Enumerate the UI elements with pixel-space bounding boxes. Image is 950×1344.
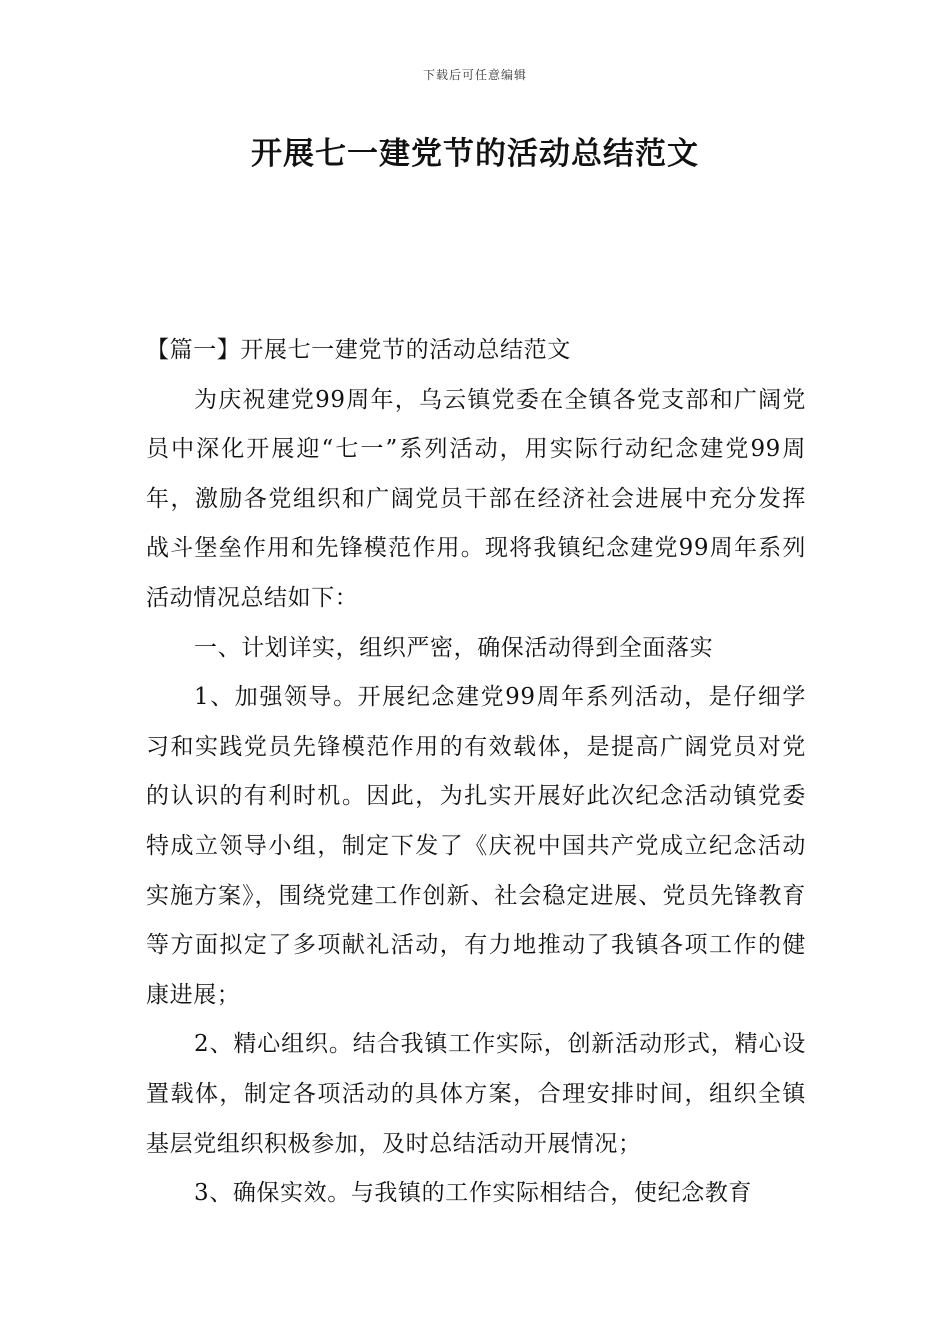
paragraph-item-1: 1、加强领导。开展纪念建党99周年系列活动，是仔细学习和实践党员先锋模范作用的有效载体，是提高广阔党员对党的认识的有利时机。因此，为扎实开展好此次纪念活动镇党委特成立领导小组，制定下发了《庆祝中国共产党成立纪念活动实施方案》，围绕党建工作创新、社会稳定进展、党员先锋教育等方面拟定了多项献礼活动，有力地推动了我镇各项工作的健康进展；: [146, 684, 806, 1008]
paragraph-section-one-heading: 一、计划详实，组织严密，确保活动得到全面落实: [194, 634, 714, 661]
document-body: [146, 326, 806, 1219]
paragraph-item-2: 2、精心组织。结合我镇工作实际，创新活动形式，精心设置载体，制定各项活动的具体方案，合理安排时间，组织全镇基层党组织积极参加，及时总结活动开展情况；: [146, 1031, 806, 1157]
header-note: 下载后可任意编辑: [422, 68, 527, 82]
document-title: 开展七一建党节的活动总结范文: [251, 136, 699, 172]
section-heading: 【篇一】开展七一建党节的活动总结范文: [146, 337, 571, 363]
paragraph-intro: 为庆祝建党99周年，乌云镇党委在全镇各党支部和广阔党员中深化开展迎“七一”系列活动，用实际行动纪念建党99周年，激励各党组织和广阔党员干部在经济社会进展中充分发挥战斗堡垒作用和先锋模范作用。现将我镇纪念建党99周年系列活动情况总结如下：: [146, 386, 806, 611]
paragraph-item-3: 3、确保实效。与我镇的工作实际相结合，使纪念教育: [194, 1180, 753, 1207]
